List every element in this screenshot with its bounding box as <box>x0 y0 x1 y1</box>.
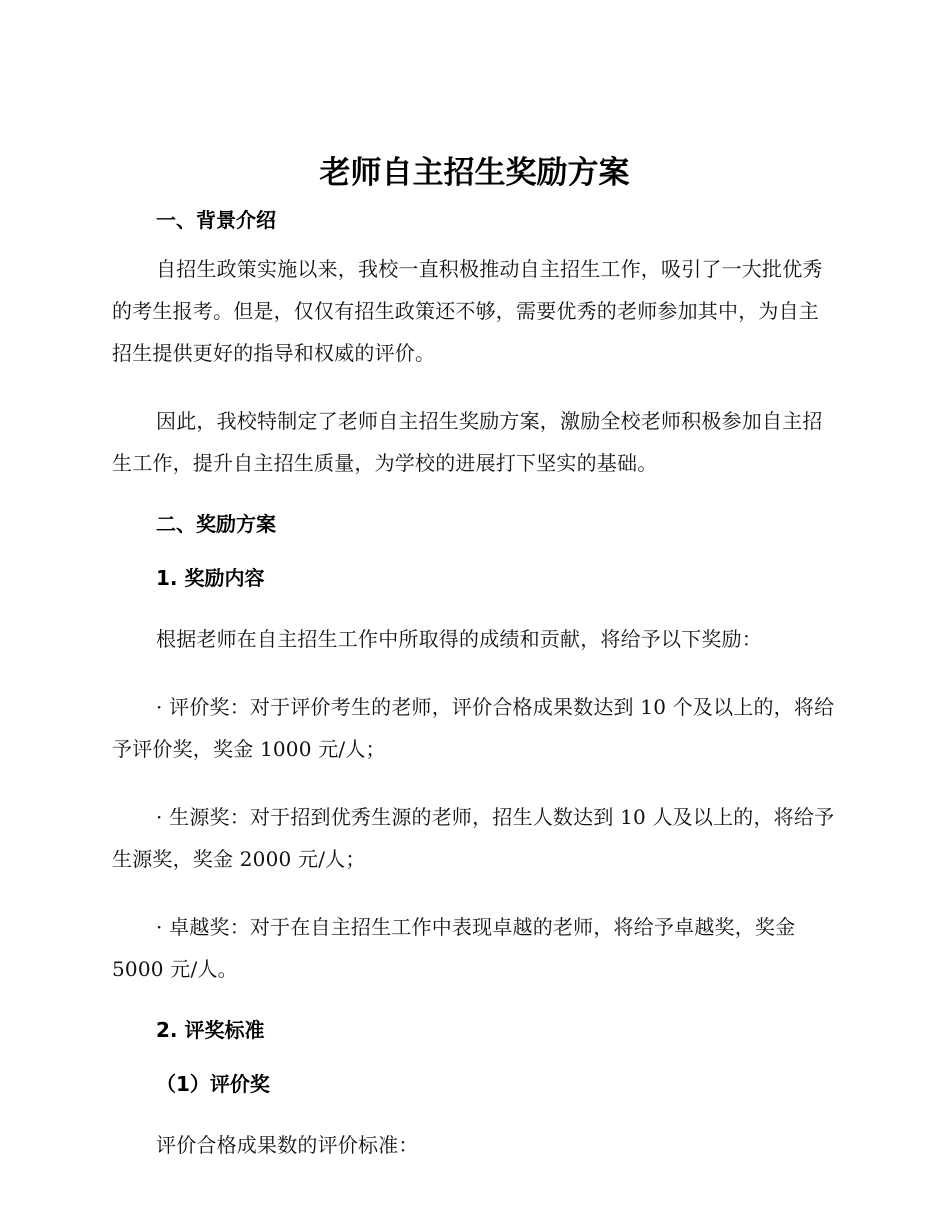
section-heading-reward-plan: 二、奖励方案 <box>156 512 276 536</box>
paragraph-criteria-intro: 评价合格成果数的评价标准： <box>156 1133 419 1157</box>
document-title: 老师自主招生奖励方案 <box>319 155 630 191</box>
list-item-source-award: · 生源奖：对于招到优秀生源的老师，招生人数达到 10 人及以上的，将给予生源奖，奖金 2000 元/人； <box>112 805 835 871</box>
subsubsection-heading-evaluation-award: （1）评价奖 <box>156 1072 270 1096</box>
paragraph-background-1: 自招生政策实施以来，我校一直积极推动自主招生工作，吸引了一大批优秀的考生报考。但是，仅仅有招生政策还不够，需要优秀的老师参加其中，为自主招生提供更好的指导和权威的评价。 <box>112 257 823 365</box>
list-item-excellence-award: · 卓越奖：对于在自主招生工作中表现卓越的老师，将给予卓越奖，奖金 5000 元/人。 <box>112 915 796 981</box>
section-heading-background: 一、背景介绍 <box>156 208 276 232</box>
document-body <box>112 150 837 1192</box>
list-item-evaluation-award: · 评价奖：对于评价考生的老师，评价合格成果数达到 10 个及以上的，将给予评价奖，奖金 1000 元/人； <box>112 695 835 761</box>
subsection-heading-criteria: 2. 评奖标准 <box>156 1018 265 1042</box>
paragraph-reward-intro: 根据老师在自主招生工作中所取得的成绩和贡献，将给予以下奖励： <box>156 627 762 651</box>
subsection-heading-reward-content: 1. 奖励内容 <box>156 566 265 590</box>
paragraph-background-2: 因此，我校特制定了老师自主招生奖励方案，激励全校老师积极参加自主招生工作，提升自主招生质量，为学校的进展打下坚实的基础。 <box>112 409 823 475</box>
